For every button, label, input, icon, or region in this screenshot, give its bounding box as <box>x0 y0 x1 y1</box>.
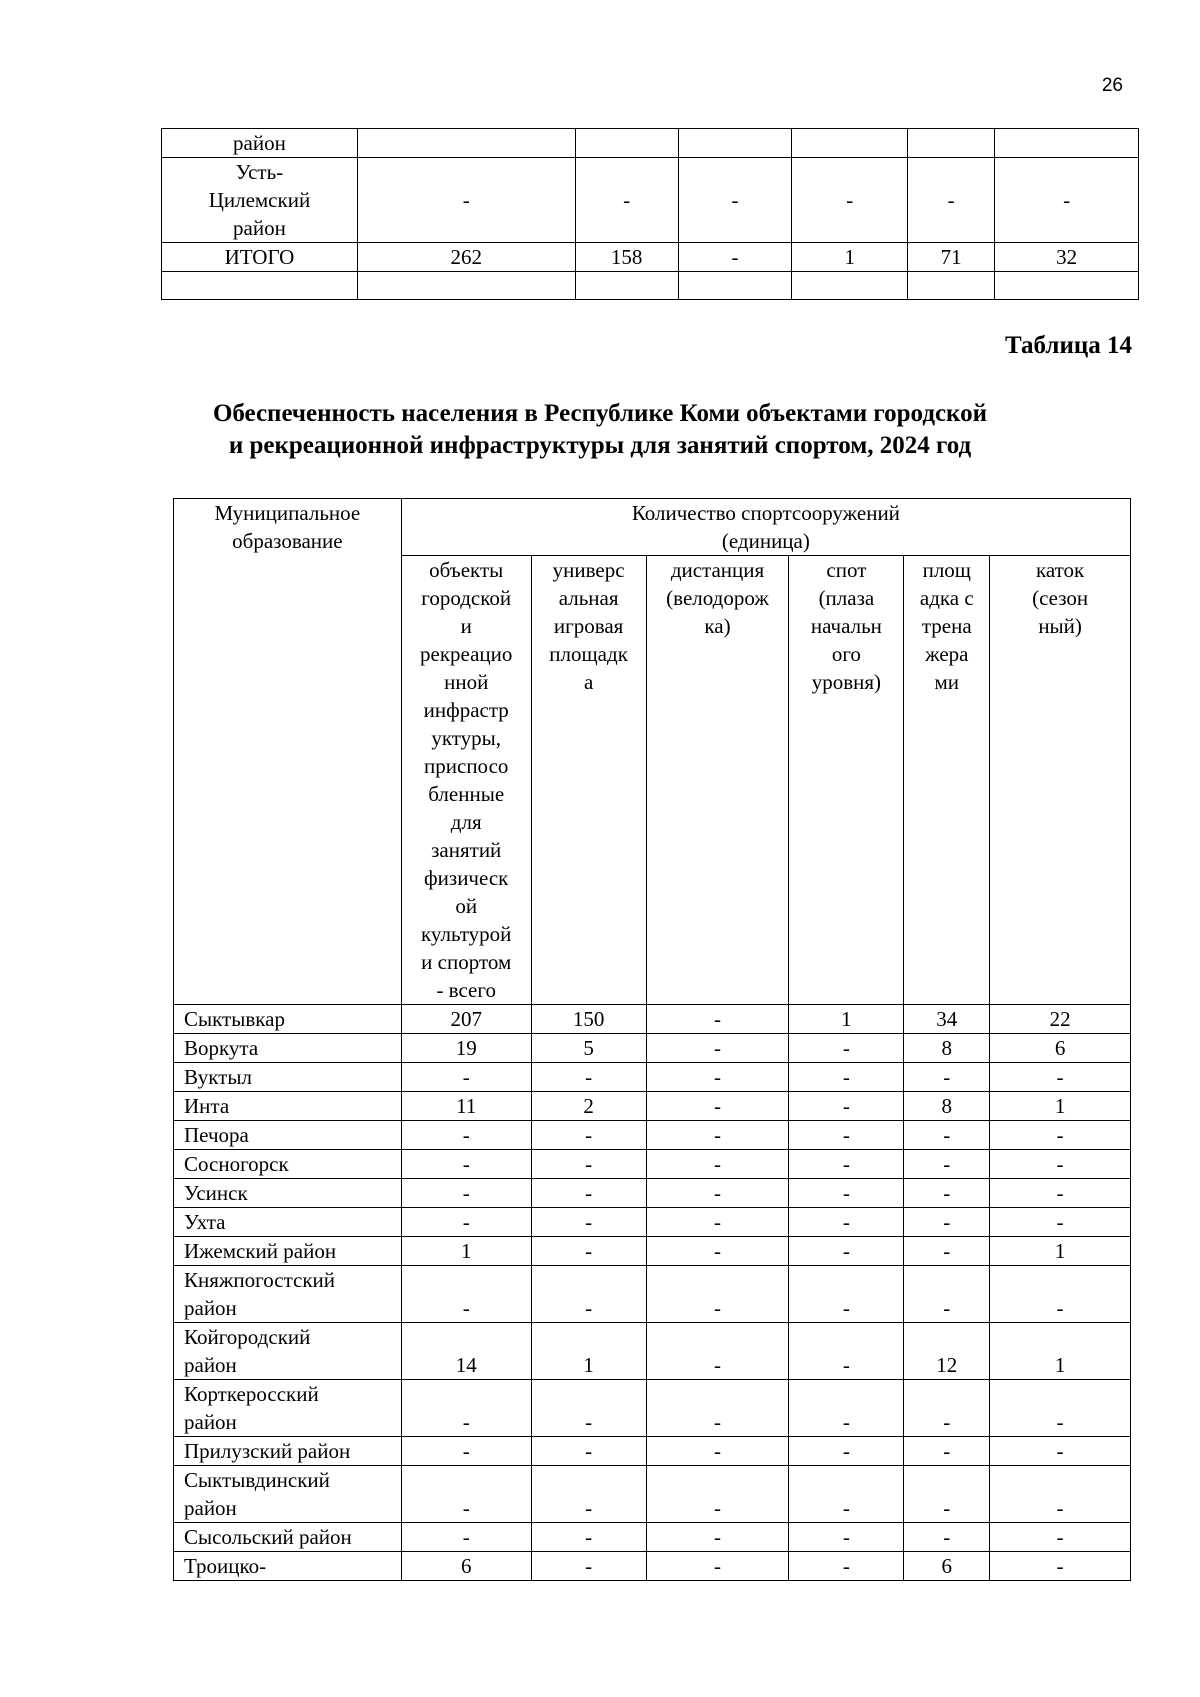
table-row <box>174 1380 1131 1437</box>
value-cell: - <box>401 1437 531 1466</box>
value-cell: 150 <box>531 1005 646 1034</box>
table-row <box>174 1034 1131 1063</box>
value-cell: - <box>646 1063 789 1092</box>
value-cell: 1 <box>792 243 908 272</box>
value-cell: - <box>646 1150 789 1179</box>
value-cell: 8 <box>904 1034 990 1063</box>
table-row <box>174 1552 1131 1581</box>
value-cell <box>792 272 908 300</box>
table-row <box>174 1466 1131 1523</box>
value-cell: - <box>646 1121 789 1150</box>
value-cell: - <box>990 1523 1131 1552</box>
value-cell: 11 <box>401 1092 531 1121</box>
value-cell: - <box>904 1179 990 1208</box>
value-cell: - <box>904 1523 990 1552</box>
table-row <box>162 243 1139 272</box>
value-cell: - <box>401 1380 531 1437</box>
value-cell: - <box>904 1437 990 1466</box>
value-cell: - <box>401 1150 531 1179</box>
value-cell: - <box>789 1552 904 1581</box>
value-cell: - <box>646 1552 789 1581</box>
sub-header-5: площ адка с трена жера ми <box>904 556 990 1005</box>
table-14 <box>173 498 1131 1581</box>
value-cell: - <box>995 158 1139 243</box>
value-cell: - <box>401 1266 531 1323</box>
group-header: Количество спортсооружений (единица) <box>401 499 1130 556</box>
table-row <box>174 1237 1131 1266</box>
municipality-cell: Печора <box>174 1121 402 1150</box>
value-cell: - <box>789 1063 904 1092</box>
value-cell: - <box>789 1323 904 1380</box>
value-cell: - <box>990 1380 1131 1437</box>
municipality-cell: Корткеросский район <box>174 1380 402 1437</box>
value-cell: - <box>904 1150 990 1179</box>
value-cell: - <box>990 1208 1131 1237</box>
value-cell: - <box>646 1005 789 1034</box>
table-row <box>162 129 1139 158</box>
value-cell: 262 <box>357 243 575 272</box>
value-cell <box>995 272 1139 300</box>
municipality-cell: Ухта <box>174 1208 402 1237</box>
value-cell: - <box>990 1466 1131 1523</box>
value-cell <box>357 272 575 300</box>
value-cell: 6 <box>990 1034 1131 1063</box>
value-cell: 1 <box>990 1237 1131 1266</box>
value-cell: - <box>990 1150 1131 1179</box>
value-cell: 2 <box>531 1092 646 1121</box>
municipality-cell: Койгородский район <box>174 1323 402 1380</box>
value-cell: 207 <box>401 1005 531 1034</box>
title-line-1: Обеспеченность населения в Республике Коми объектами городской <box>212 400 988 427</box>
value-cell: 6 <box>401 1552 531 1581</box>
value-cell: - <box>990 1121 1131 1150</box>
municipality-cell: Усинск <box>174 1179 402 1208</box>
value-cell: - <box>789 1380 904 1437</box>
value-cell: - <box>789 1121 904 1150</box>
value-cell: - <box>904 1208 990 1237</box>
municipality-cell: Сосногорск <box>174 1150 402 1179</box>
value-cell: - <box>789 1523 904 1552</box>
value-cell: 34 <box>904 1005 990 1034</box>
table-row <box>174 1063 1131 1092</box>
value-cell: - <box>990 1437 1131 1466</box>
value-cell: - <box>678 243 792 272</box>
value-cell: - <box>531 1063 646 1092</box>
value-cell <box>575 272 678 300</box>
value-cell: 12 <box>904 1323 990 1380</box>
municipality-cell: Вуктыл <box>174 1063 402 1092</box>
table-row <box>174 1121 1131 1150</box>
value-cell: - <box>531 1150 646 1179</box>
table-row <box>174 1179 1131 1208</box>
value-cell: - <box>401 1121 531 1150</box>
value-cell: - <box>789 1092 904 1121</box>
municipality-cell: Прилузский район <box>174 1437 402 1466</box>
value-cell: 1 <box>990 1323 1131 1380</box>
value-cell: - <box>646 1323 789 1380</box>
value-cell: - <box>904 1466 990 1523</box>
value-cell: 5 <box>531 1034 646 1063</box>
value-cell: - <box>357 158 575 243</box>
value-cell: - <box>531 1437 646 1466</box>
municipality-cell: Инта <box>174 1092 402 1121</box>
value-cell: - <box>531 1266 646 1323</box>
value-cell: - <box>789 1237 904 1266</box>
value-cell: 1 <box>990 1092 1131 1121</box>
table-row <box>162 272 1139 300</box>
value-cell <box>678 129 792 158</box>
value-cell: - <box>646 1437 789 1466</box>
value-cell: - <box>646 1466 789 1523</box>
value-cell: - <box>646 1380 789 1437</box>
row-name-cell <box>162 272 358 300</box>
value-cell: - <box>990 1552 1131 1581</box>
value-cell <box>678 272 792 300</box>
value-cell <box>575 129 678 158</box>
value-cell: - <box>646 1034 789 1063</box>
municipality-cell: Сыктывкар <box>174 1005 402 1034</box>
page-number: 26 <box>1101 75 1123 96</box>
sub-header-4: спот (плаза начальн ого уровня) <box>789 556 904 1005</box>
value-cell: - <box>789 1034 904 1063</box>
table-row <box>174 1092 1131 1121</box>
value-cell: - <box>646 1266 789 1323</box>
municipality-cell: Сыктывдинский район <box>174 1466 402 1523</box>
value-cell: 1 <box>789 1005 904 1034</box>
continued-table <box>161 128 1139 300</box>
value-cell: - <box>990 1266 1131 1323</box>
value-cell: - <box>401 1063 531 1092</box>
value-cell: - <box>646 1208 789 1237</box>
row-name-cell: Усть- Цилемский район <box>162 158 358 243</box>
table-row <box>174 1005 1131 1034</box>
sub-header-1: объекты городской и рекреацио нной инфрастр уктуры, приспосо бленные для занятий физическ ой культурой и спортом - всего <box>401 556 531 1005</box>
table-row <box>174 1208 1131 1237</box>
municipality-header: Муниципальное образование <box>174 499 402 1005</box>
value-cell: 158 <box>575 243 678 272</box>
value-cell: - <box>646 1092 789 1121</box>
sub-header-3: дистанция (велодорож ка) <box>646 556 789 1005</box>
value-cell: - <box>789 1208 904 1237</box>
value-cell: - <box>904 1121 990 1150</box>
municipality-cell: Троицко- <box>174 1552 402 1581</box>
value-cell: - <box>531 1523 646 1552</box>
value-cell: - <box>531 1121 646 1150</box>
value-cell <box>908 272 995 300</box>
value-cell: 71 <box>908 243 995 272</box>
value-cell: - <box>678 158 792 243</box>
municipality-cell: Сысольский район <box>174 1523 402 1552</box>
table-row <box>174 1523 1131 1552</box>
value-cell: - <box>646 1523 789 1552</box>
value-cell: - <box>531 1466 646 1523</box>
value-cell <box>908 129 995 158</box>
table-row <box>162 158 1139 243</box>
value-cell: - <box>646 1237 789 1266</box>
value-cell: - <box>401 1208 531 1237</box>
row-name-cell: район <box>162 129 358 158</box>
value-cell: - <box>531 1552 646 1581</box>
value-cell: - <box>575 158 678 243</box>
municipality-cell: Воркута <box>174 1034 402 1063</box>
title-line-2: и рекреационной инфраструктуры для занятий спортом, 2024 год <box>228 432 972 459</box>
value-cell: 8 <box>904 1092 990 1121</box>
table-row <box>174 1323 1131 1380</box>
table-row <box>174 1150 1131 1179</box>
value-cell <box>792 129 908 158</box>
value-cell: - <box>789 1266 904 1323</box>
value-cell: - <box>401 1466 531 1523</box>
sub-header-6: каток (сезон ный) <box>990 556 1131 1005</box>
value-cell: 22 <box>990 1005 1131 1034</box>
value-cell: - <box>789 1150 904 1179</box>
value-cell: - <box>904 1063 990 1092</box>
value-cell: - <box>401 1179 531 1208</box>
value-cell: - <box>904 1380 990 1437</box>
value-cell: - <box>531 1237 646 1266</box>
value-cell: - <box>904 1237 990 1266</box>
value-cell: - <box>401 1523 531 1552</box>
value-cell: 32 <box>995 243 1139 272</box>
value-cell: - <box>531 1208 646 1237</box>
value-cell: - <box>990 1063 1131 1092</box>
value-cell <box>995 129 1139 158</box>
value-cell: - <box>908 158 995 243</box>
value-cell: - <box>789 1466 904 1523</box>
value-cell: 19 <box>401 1034 531 1063</box>
value-cell: - <box>646 1179 789 1208</box>
value-cell: 6 <box>904 1552 990 1581</box>
value-cell: 14 <box>401 1323 531 1380</box>
municipality-cell: Княжпогостский район <box>174 1266 402 1323</box>
table-title <box>100 398 1100 462</box>
value-cell <box>357 129 575 158</box>
value-cell: 1 <box>401 1237 531 1266</box>
table-row <box>174 1437 1131 1466</box>
value-cell: - <box>531 1380 646 1437</box>
value-cell: - <box>789 1437 904 1466</box>
value-cell: - <box>904 1266 990 1323</box>
table-caption: Таблица 14 <box>1004 332 1132 359</box>
sub-header-2: универс альная игровая площадк а <box>531 556 646 1005</box>
municipality-cell: Ижемский район <box>174 1237 402 1266</box>
value-cell: - <box>789 1179 904 1208</box>
value-cell: - <box>990 1179 1131 1208</box>
value-cell: 1 <box>531 1323 646 1380</box>
value-cell: - <box>792 158 908 243</box>
value-cell: - <box>531 1179 646 1208</box>
table-row <box>174 1266 1131 1323</box>
row-name-cell: ИТОГО <box>162 243 358 272</box>
